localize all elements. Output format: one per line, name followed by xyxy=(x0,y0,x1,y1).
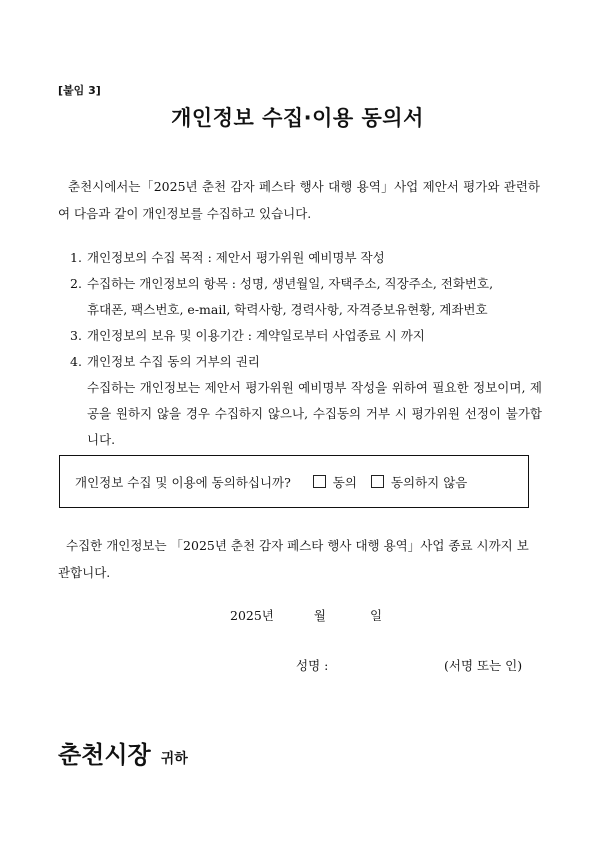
date-day: 일 xyxy=(369,608,383,623)
document-title: 개인정보 수집·이용 동의서 xyxy=(171,106,424,130)
info-list xyxy=(70,245,542,453)
list-item-text: 개인정보의 수집 목적 : 제안서 평가위원 예비명부 작성 xyxy=(87,250,385,265)
intro-paragraph xyxy=(58,173,540,227)
signature-label: 성명 : xyxy=(296,658,329,673)
list-item-number: 2. xyxy=(70,276,82,291)
disagree-checkbox[interactable] xyxy=(371,475,384,488)
list-item-continuation: 휴대폰, 팩스번호, e-mail, 학력사항, 경력사항, 자격증보유현황, 계좌번호 xyxy=(87,302,488,317)
list-item-text: 개인정보 수집 동의 거부의 권리 xyxy=(87,354,260,369)
signature-note: (서명 또는 인) xyxy=(444,658,523,673)
list-item-number: 4. xyxy=(70,354,82,369)
recipient-suffix: 귀하 xyxy=(160,751,188,767)
disagree-option[interactable] xyxy=(371,473,467,491)
disagree-label: 동의하지 않음 xyxy=(390,474,468,490)
intro-text: 춘천시에서는「2025년 춘천 감자 페스타 행사 대행 용역」사업 제안서 평가와 관련하여 다음과 같이 개인정보를 수집하고 있습니다. xyxy=(58,179,540,221)
attachment-label: [붙임 3] xyxy=(58,84,101,97)
agree-option[interactable] xyxy=(313,473,357,491)
recipient-name: 춘천시장 xyxy=(58,741,151,769)
retention-text: 수집한 개인정보는 「2025년 춘천 감자 페스타 행사 대행 용역」사업 종료 시까지 보관합니다. xyxy=(58,538,529,580)
list-item xyxy=(70,323,542,349)
list-item-number: 1. xyxy=(70,250,82,265)
date-month: 월 xyxy=(313,608,326,623)
list-item-number: 3. xyxy=(70,328,82,343)
date-year: 2025년 xyxy=(230,608,274,623)
list-item xyxy=(70,271,542,297)
agree-checkbox[interactable] xyxy=(313,475,326,488)
recipient xyxy=(58,735,188,770)
consent-question: 개인정보 수집 및 이용에 동의하십니까? xyxy=(75,474,291,490)
list-item xyxy=(70,349,542,375)
agree-label: 동의 xyxy=(332,474,357,490)
consent-box xyxy=(59,455,529,508)
date-line xyxy=(230,606,404,624)
list-item-continuation: 수집하는 개인정보는 제안서 평가위원 예비명부 작성을 위하여 필요한 정보이며, 제공을 원하지 않을 경우 수집하지 않으나, 수집동의 거부 시 평가위원 선정이 불가합니다. xyxy=(87,380,542,447)
list-item-text: 개인정보의 보유 및 이용기간 : 계약일로부터 사업종료 시 까지 xyxy=(87,328,425,343)
retention-paragraph xyxy=(58,532,540,586)
list-item-text: 수집하는 개인정보의 항목 : 성명, 생년월일, 자택주소, 직장주소, 전화번호, xyxy=(87,276,494,291)
list-item xyxy=(70,245,542,271)
